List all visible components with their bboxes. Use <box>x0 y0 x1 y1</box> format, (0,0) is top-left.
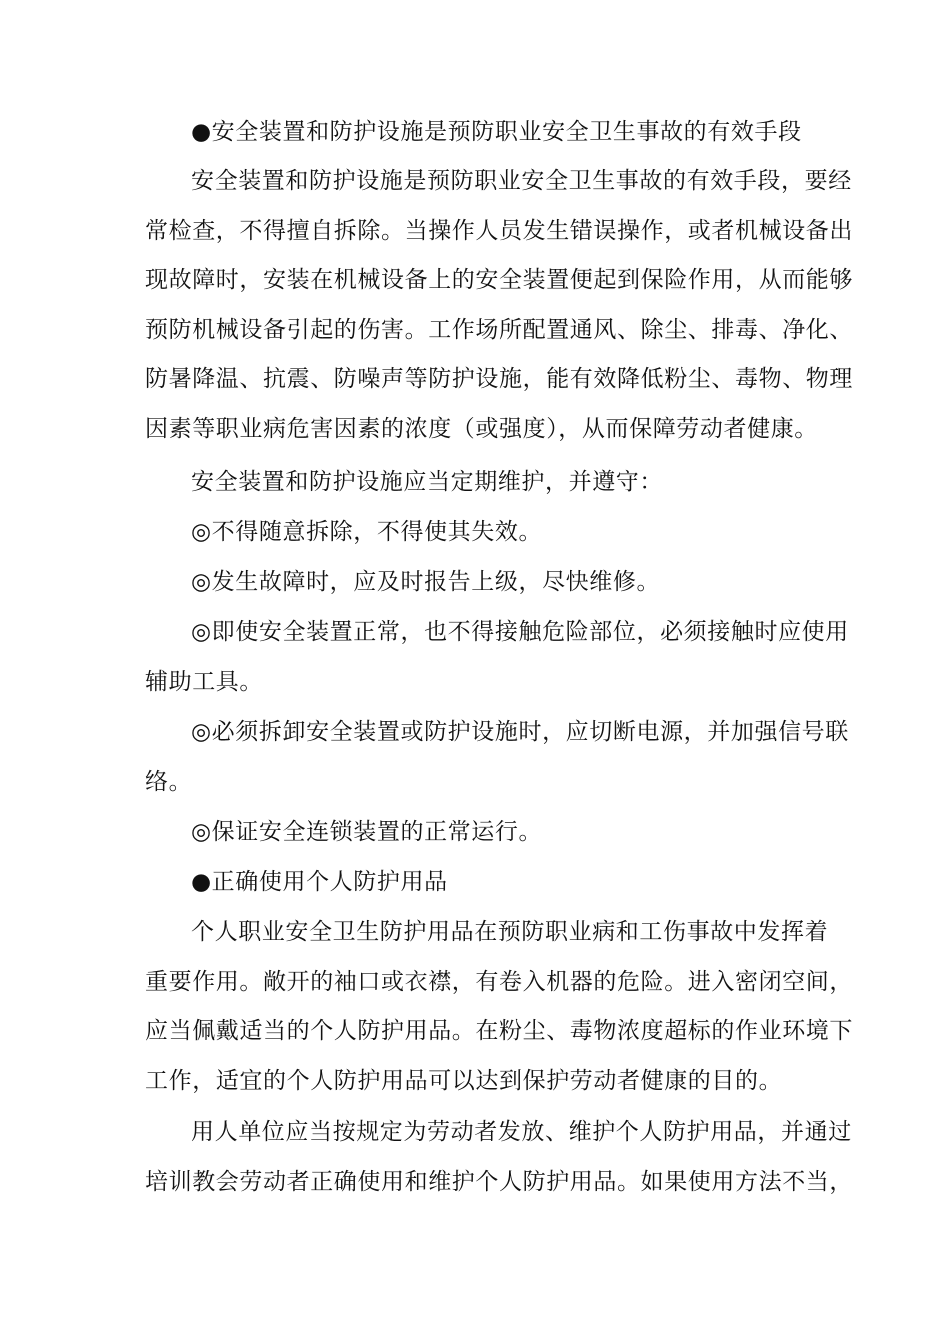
text-line: 预防机械设备引起的伤害。工作场所配置通风、除尘、排毒、净化、 <box>145 316 853 343</box>
text-line: 安全装置和防护设施是预防职业安全卫生事故的有效手段，要经 <box>191 168 852 194</box>
text-line: 重要作用。敞开的袖口或衣襟，有卷入机器的危险。进入密闭空间， <box>145 968 853 995</box>
list-item <box>145 558 810 608</box>
list-item <box>145 708 849 807</box>
text-line: 辅助工具。 <box>145 668 263 695</box>
text-line: 常检查，不得擅自拆除。当操作人员发生错误操作，或者机械设备出 <box>145 217 853 244</box>
list-item <box>145 608 849 707</box>
body-paragraph-ppe <box>145 908 853 1106</box>
list-item <box>145 808 810 858</box>
body-paragraph-employer-duty <box>145 1108 853 1207</box>
text-line: 现故障时，安装在机械设备上的安全装置便起到保险作用，从而能够 <box>145 267 853 293</box>
text-line: 应当佩戴适当的个人防护用品。在粉尘、毒物浓度超标的作业环境下 <box>145 1018 853 1044</box>
text-line: ◎保证安全连锁装置的正常运行。 <box>191 819 543 845</box>
text-line: ◎必须拆卸安全装置或防护设施时，应切断电源，并加强信号联 <box>191 719 849 745</box>
text-line: ●安全装置和防护设施是预防职业安全卫生事故的有效手段 <box>191 119 802 145</box>
text-line: ◎不得随意拆除，不得使其失效。 <box>191 519 543 545</box>
text-line: ◎即使安全装置正常，也不得接触危险部位，必须接触时应使用 <box>191 619 849 645</box>
text-line: 工作，适宜的个人防护用品可以达到保护劳动者健康的目的。 <box>145 1067 783 1094</box>
section-heading-ppe <box>145 858 810 908</box>
section-heading-safety-devices <box>145 108 810 158</box>
body-paragraph-maintenance-intro <box>145 458 810 508</box>
text-line: 防暑降温、抗震、防噪声等防护设施，能有效降低粉尘、毒物、物理 <box>145 366 853 392</box>
text-line: ◎发生故障时，应及时报告上级，尽快维修。 <box>191 569 661 595</box>
text-line: 因素等职业病危害因素的浓度（或强度），从而保障劳动者健康。 <box>145 415 818 442</box>
list-item <box>145 508 810 558</box>
text-line: 用人单位应当按规定为劳动者发放、维护个人防护用品，并通过 <box>191 1119 852 1145</box>
text-line: 个人职业安全卫生防护用品在预防职业病和工伤事故中发挥着 <box>191 919 829 945</box>
text-line: 培训教会劳动者正确使用和维护个人防护用品。如果使用方法不当， <box>145 1168 853 1195</box>
text-line: ●正确使用个人防护用品 <box>191 869 448 895</box>
text-line: 安全装置和防护设施应当定期维护，并遵守： <box>191 469 663 495</box>
text-line: 络。 <box>145 768 193 795</box>
body-paragraph-safety-devices <box>145 157 853 454</box>
